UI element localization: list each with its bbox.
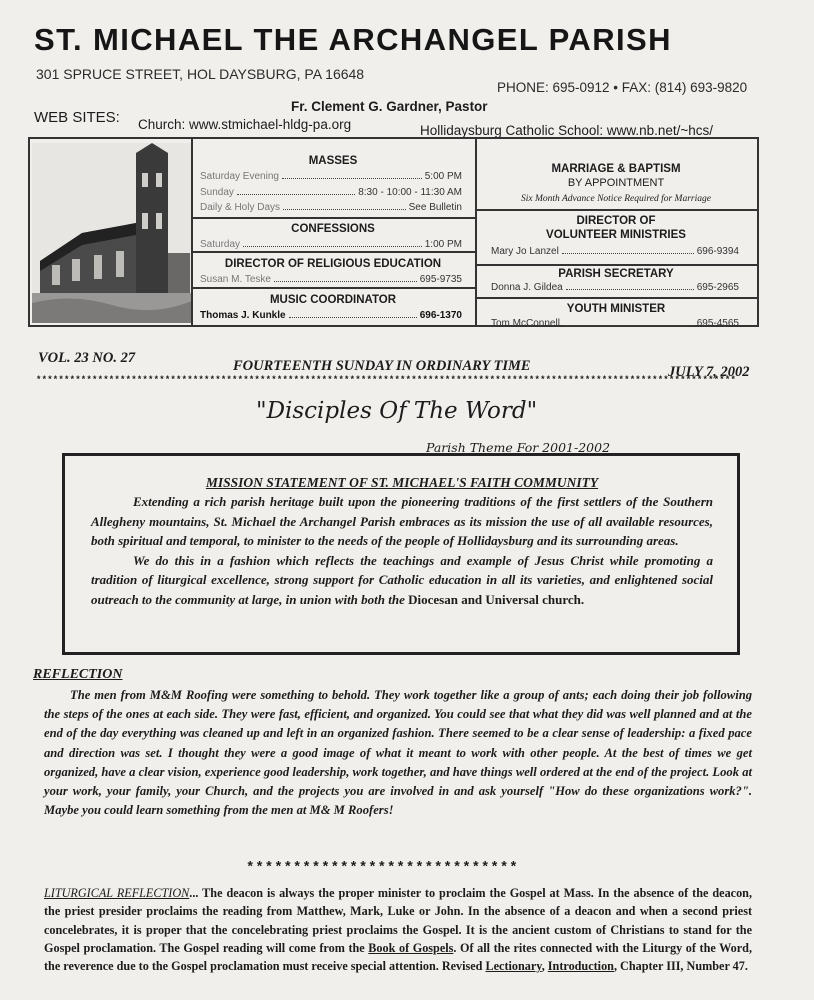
volume-number: VOL. 23 NO. 27 [38,350,136,366]
websites-label: WEB SITES: [34,109,120,126]
parish-title: ST. MICHAEL THE ARCHANGEL PARISH [34,22,672,57]
volunteer-heading-line2: VOLUNTEER MINISTRIES [546,229,686,241]
mass-row-sunday: Sunday 8:30 - 10:00 - 11:30 AM [200,187,462,198]
confession-row: Saturday 1:00 PM [200,239,462,250]
marriage-subheading: BY APPOINTMENT [567,177,665,189]
star-rule: ***************************************************************************************************************************** [36,375,737,385]
section-divider: ***************************** [246,860,519,876]
mission-paragraph-1: Extending a rich parish heritage built upon the pioneering traditions of the first settlers of the Southern Allegheny mountains, St. Michael the Archangel Parish embraces as its mission the use of all available resources, both spiritual and temporal, to minister to the needs of the people of Hollidaysburg and its surrounding areas. [91,494,713,548]
mission-statement-box [62,453,740,655]
youth-row: Tom McConnell 695-4565 [491,318,739,329]
mass-row-saturday: Saturday Evening 5:00 PM [200,171,462,182]
phone-fax: PHONE: 695-0912 • FAX: (814) 693-9820 [497,80,748,95]
book-of-gospels: Book of Gospels [368,940,454,955]
liturgical-title: LITURGICAL REFLECTION [44,886,190,900]
parish-address: 301 SPRUCE STREET, HOL DAYSBURG, PA 16648 [36,66,365,82]
mass-row-daily: Daily & Holy Days See Bulletin [200,202,462,213]
religious-ed-heading: DIRECTOR OF RELIGIOUS EDUCATION [224,258,442,270]
theme-title: "Disciples Of The Word" [256,398,538,424]
lectionary-ref: Lectionary [485,959,542,974]
pastor-name: Fr. Clement G. Gardner, Pastor [291,99,488,114]
liturgical-reflection: LITURGICAL REFLECTION... The deacon is always the proper minister to proclaim the Gospel at Mass. In the absence of the deacon, the priest presider proclaims the reading from Matthew, Mark, Luke or John. In the absence of a deacon and when a second priest concelebrates, it is proper that the concelebrating priest proclaims the Gospel. It is the ancient custom of Christians to stand for the Gospel proclamation. The Gospel reading will come from the Book of Gospels. Of all the rites connected with the Liturgy of the Word, the reverence due to the Gospel proclamation must receive special attention. Revised Lectionary, Introduction, Chapter III, Number 47. [44,886,752,974]
music-heading: MUSIC COORDINATOR [269,294,397,306]
youth-heading: YOUTH MINISTER [566,303,666,315]
church-photo [32,143,192,323]
mission-title: MISSION STATEMENT OF ST. MICHAEL'S FAITH COMMUNITY [205,475,599,490]
marriage-heading: MARRIAGE & BAPTISM [551,163,681,175]
issue-date: JULY 7, 2002 [668,364,750,380]
confessions-heading: CONFESSIONS [291,223,375,235]
volunteer-row: Mary Jo Lanzel 696-9394 [491,246,739,257]
masses-heading: MASSES [308,155,358,167]
religious-ed-row: Susan M. Teske 695-9735 [200,274,462,285]
theme-subtitle: Parish Theme For 2001-2002 [426,440,611,455]
volunteer-heading-line1: DIRECTOR OF [576,215,656,227]
school-website: Hollidaysburg Catholic School: www.nb.net/~hcs/ [420,123,714,138]
reflection-title: REFLECTION [33,667,123,682]
liturgical-occasion: FOURTEENTH SUNDAY IN ORDINARY TIME [233,358,531,374]
marriage-note: Six Month Advance Notice Required for Marriage [521,194,711,204]
introduction-ref: Introduction [547,959,614,974]
church-website: Church: www.stmichael-hldg-pa.org [138,117,352,132]
reflection-body: The men from M&M Roofing were something to behold. They work together like a group of ants; each doing their job following the steps of the ones at each side. They were fast, efficient, and organized. You could see that what they did was well planned and at the end of the day everything was cleaned up and left in an organized fashion. There seemed to be a clear sense of leadership: a fixed pace and direction was set. I thought they were a good image of what it meant to work with other people. At the best of times we get organized, have a clear vision, experience good leadership, work together, and have things well ordered at the end of the project. Look at your work, your family, your Church, and the projects you are involved in and ask yourself "How do these organizations work?". Maybe you could learn something from the men at M& M Roofers! [44,688,752,818]
secretary-row: Donna J. Gildea 695-2965 [491,282,739,293]
mission-tail: Diocesan and Universal church. [408,591,585,607]
mission-paragraph-2: We do this in a fashion which reflects the teachings and example of Jesus Christ while promoting a tradition of liturgical excellence, strong support for Catholic education in all its varieties, and enlightened social outreach to the community at large, in union with both the Diocesan and Universal church. [91,552,713,607]
staff-directory [28,137,759,327]
music-row: Thomas J. Kunkle 696-1370 [200,310,462,321]
secretary-heading: PARISH SECRETARY [558,268,674,280]
